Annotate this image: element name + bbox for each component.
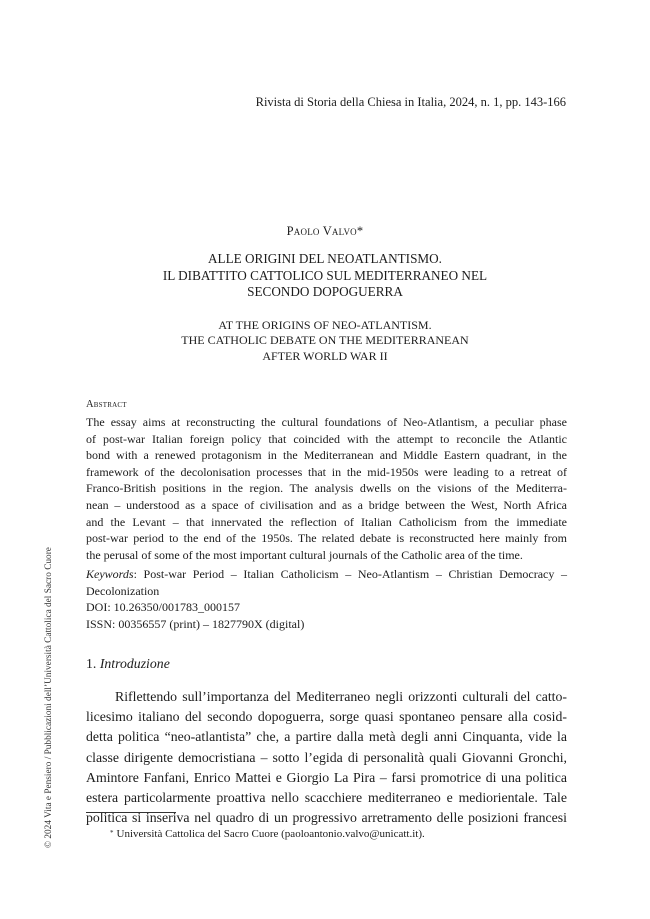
body-line: estera particolarmente proattiva nello scacchiere mediterraneo e mediorientale. Tale	[86, 790, 567, 806]
abstract-line: framework of the decolonisation processes that in the mid-1950s were leading to a retreat of	[86, 464, 567, 479]
journal-reference: Rivista di Storia della Chiesa in Italia, 2024, n. 1, pp. 143-166	[255, 95, 566, 109]
body-line: Amintore Fanfani, Enrico Mattei e Giorgio La Pira – farsi promotrice di una politica	[86, 769, 567, 785]
abstract-line: Franco-British positions in the region. The analysis dwells on the visions of the Mediterra-	[86, 481, 567, 496]
abstract-line: post-war period to the end of the 1950s. The related debate is reconstructed here mainly from	[86, 531, 567, 546]
abstract-label: Abstract	[86, 399, 127, 410]
author-line	[0, 224, 650, 239]
side-copyright-notice: © 2024 Vita e Pensiero / Pubblicazioni dell’Università Cattolica del Sacro Cuore	[44, 547, 54, 848]
abstract-text	[86, 414, 567, 563]
author-footnote-mark: *	[356, 224, 364, 238]
body-line: detta politica “neo-atlantista” che, a partire dalla metà degli anni Cinquanta, vide la	[86, 729, 567, 745]
section-title: Introduzione	[99, 656, 170, 671]
english-title-line: AT THE ORIGINS OF NEO-ATLANTISM.	[218, 318, 432, 332]
italian-title-line: SECONDO DOPOGUERRA	[247, 284, 403, 300]
article-metadata	[86, 566, 567, 632]
italian-title-line: IL DIBATTITO CATTOLICO SUL MEDITERRANEO NEL	[162, 267, 488, 283]
body-line: Riflettendo sull’importanza del Mediterraneo negli orizzonti culturali del catto-	[115, 689, 567, 704]
abstract-line: the perusal of some of the most important cultural journals of the Catholic area of the time.	[86, 547, 523, 562]
doi-line: DOI: 10.26350/001783_000157	[86, 600, 240, 615]
issn-line: ISSN: 00356557 (print) – 1827790X (digital)	[86, 616, 305, 631]
footnote	[110, 827, 425, 841]
author-name: Paolo Valvo	[286, 224, 357, 238]
english-title-line: THE CATHOLIC DEBATE ON THE MEDITERRANEAN	[181, 333, 469, 348]
body-paragraph	[86, 687, 567, 828]
keywords-line-2: Decolonization	[86, 583, 160, 598]
body-line: classe dirigente democristiana – sotto l’egida di personalità quali Giovanni Gronchi,	[86, 749, 567, 765]
abstract-line: of post-war Italian foreign policy that coincided with the attempt to reconcile the Atlantic	[86, 431, 567, 446]
abstract-line: The essay aims at reconstructing the cultural foundations of Neo-Atlantism, a peculiar phase	[86, 415, 567, 429]
section-heading	[86, 656, 170, 672]
english-title	[0, 318, 650, 364]
italian-title-line: ALLE ORIGINI DEL NEOATLANTISMO.	[208, 251, 442, 266]
italian-title	[0, 251, 650, 301]
keywords-label: Keywords	[86, 567, 134, 581]
english-title-line: AFTER WORLD WAR II	[262, 348, 388, 363]
section-number: 1.	[86, 656, 97, 671]
footnote-mark: *	[110, 829, 114, 837]
body-line: politica si inseriva nel quadro di un progressivo arretramento delle posizioni francesi	[86, 810, 567, 826]
abstract-line: and the Levant – that innervated the reflection of Italian Catholicism from the immediate	[86, 514, 567, 529]
keywords-line	[86, 566, 567, 583]
footnote-divider	[86, 812, 176, 813]
footnote-text: Università Cattolica del Sacro Cuore (paoloantonio.valvo@unicatt.it).	[116, 828, 425, 840]
abstract-line: nean – understood as a space of civilisation and as a bridge between the West, North Africa	[86, 497, 567, 512]
keywords-text: : Post-war Period – Italian Catholicism – Neo-Atlantism – Christian Democracy –	[133, 567, 567, 581]
abstract-line: bond with a renewed protagonism in the Mediterranean and Middle Eastern quadrant, in the	[86, 448, 567, 463]
body-line: licesimo italiano del secondo dopoguerra, sorge quasi spontaneo pensare alla cosid-	[86, 709, 567, 725]
